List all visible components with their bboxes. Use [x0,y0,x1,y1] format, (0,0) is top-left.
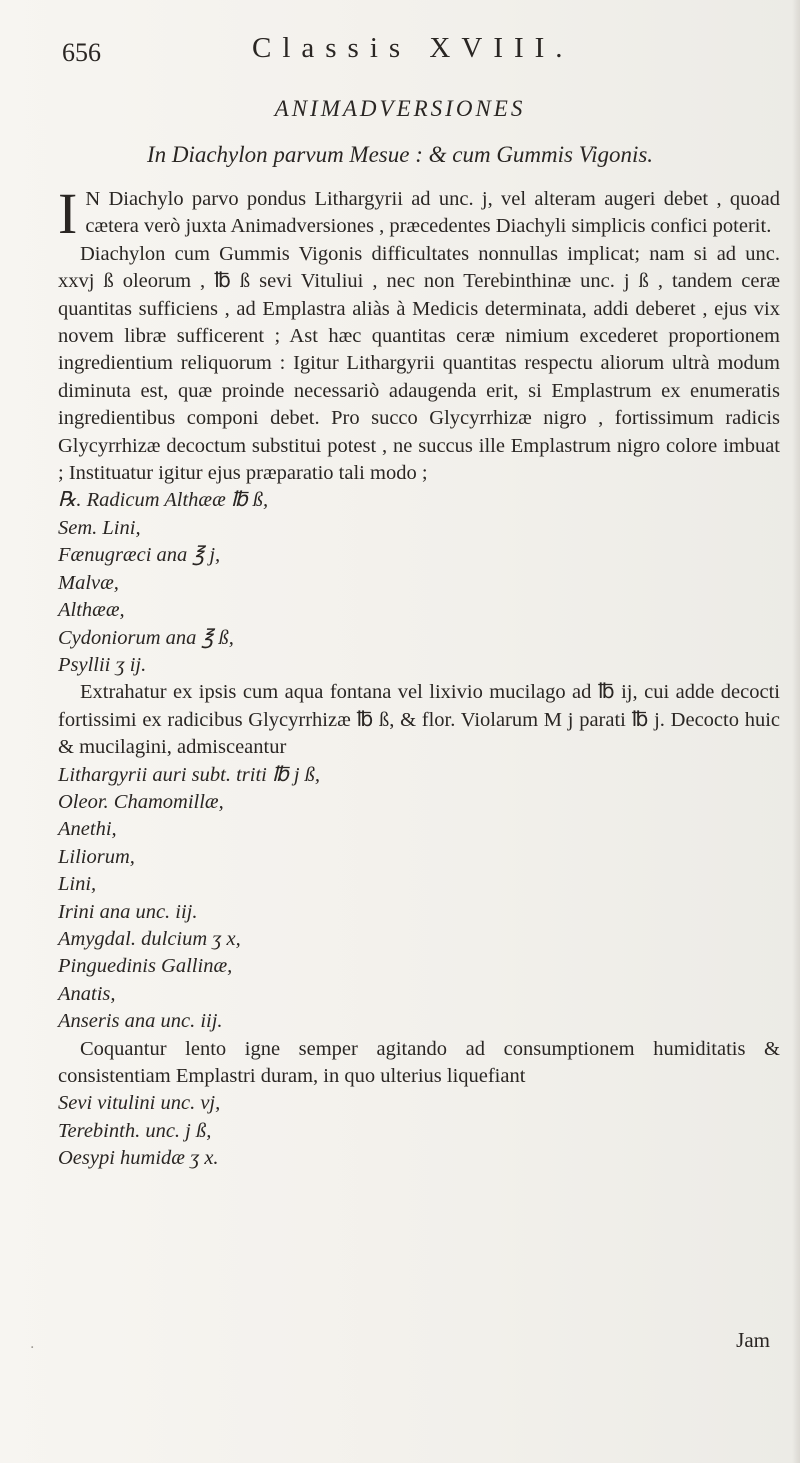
section-subtitle: In Diachylon parvum Mesue : & cum Gummis Vigonis. [146,142,654,167]
recipe-item: Irini ana unc. iij. [58,900,198,923]
page-header [0,32,800,82]
paragraph-1 [58,181,780,246]
main-text [58,181,780,1173]
recipe-item: Lini, [58,873,97,896]
recipe-item: Oesypi humidæ ʒ x. [58,1147,219,1170]
recipe-item: Anatis, [58,982,116,1005]
recipe-item: Pinguedinis Gallinæ, [58,955,233,978]
paragraph-4: Coquantur lento igne semper agitando ad consumptionem humiditatis & consistentiam Emplastri duram, in quo ulterius liquefiant [58,1037,780,1087]
recipe-item: Anseris ana unc. iij. [58,1010,223,1033]
recipe-item: ℞. Radicum Althææ ℔ ß, [58,489,269,512]
recipe-item: Sem. Lini, [58,516,141,539]
paragraph-3: Extrahatur ex ipsis cum aqua fontana vel lixivio mucilago ad ℔ ij, cui adde decocti fortissimi ex radicibus Glycyrrhizæ ℔ ß, & flor. Violarum M j parati ℔ j. Decocto huic & mucilagini, admisceantur [58,681,780,759]
recipe-item: Psyllii ʒ ij. [58,653,147,676]
recipe-list-2 [58,762,780,1036]
paragraph-1-text: N Diachylo parvo pondus Lithargyrii ad unc. j, vel alteram augeri debet , quoad cætera verò juxta Animadversiones , præcedentes Diachyli simplicis confici poterit. [85,188,780,238]
paragraph-2: Diachylon cum Gummis Vigonis difficultates nonnullas implicat; nam si ad unc. xxvj ß oleorum , ℔ ß sevi Vituliui , nec non Terebinthinæ unc. j ß , tandem ceræ quantitas sufficiens , ad Emplastra aliàs à Medicis determinata, addi deberet , ejus vix novem libræ sufficerent ; Ast hæc quantitas ceræ nimium excederet proportionem ingredientium reliquorum : Igitur Lithargyrii quantitas respectu aliorum ultrà modum diminuta est, quæ proinde necessariò adaugenda erit, si Emplastrum ex enumeratis ingredientibus componi debet. Pro succo Glycyrrhizæ nigro , fortissimum radicis Glycyrrhizæ decoctum substitui potest , ne succus ille Emplastrum nigro colore imbuat ; Instituatur igitur ejus præparatio tali modo ; [58,242,780,485]
recipe-item: Terebinth. unc. j ß, [58,1119,212,1142]
drop-cap: I [58,181,78,246]
recipe-item: Amygdal. dulcium ʒ x, [58,927,241,950]
recipe-item: Fænugræci ana ℥ j, [58,544,221,567]
recipe-item: Sevi vitulini unc. vj, [58,1092,221,1115]
recipe-item: Oleor. Chamomillæ, [58,790,224,813]
recipe-list-1 [58,487,780,679]
recipe-item: Cydoniorum ana ℥ ß, [58,626,234,649]
recipe-item: Lithargyrii auri subt. triti ℔ j ß, [58,763,321,786]
recipe-item: Liliorum, [58,845,135,868]
page-number: 656 [62,38,101,67]
recipe-item: Malvæ, [58,571,119,594]
running-title: Classis XVIII. [252,32,574,64]
recipe-item: Althææ, [58,599,125,622]
page-edge-shadow [792,0,800,1463]
catchword: Jam [736,1328,770,1352]
section-title: ANIMADVERSIONES [274,96,526,121]
recipe-item: Anethi, [58,818,117,841]
margin-mark: · [30,1340,35,1356]
recipe-list-3 [58,1090,780,1172]
